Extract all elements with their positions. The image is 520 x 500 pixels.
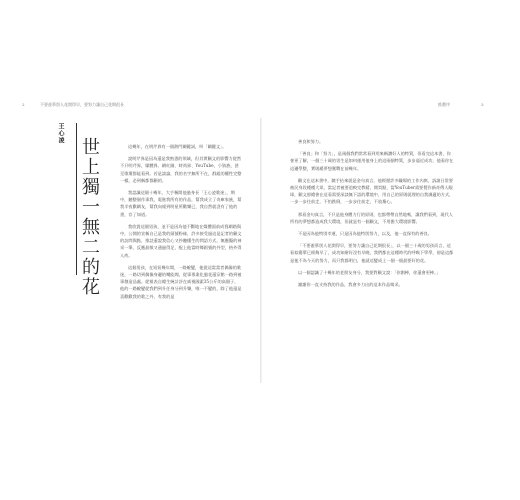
paragraph: 謝謝你一直支持我的作品，我會多力出的這本作品喝采。 (298, 282, 403, 288)
paragraph: 不是因為他特別幸運，只是因為他特別努力，以及，他一直保有的善良。 (298, 231, 433, 237)
paragraph: 「不要羨慕別人花開得早，要努力讓自己花期很長」，以一個三十歲的男孩而言，這看似簡單已經夠早了，成功知耐好沒有早晚，我們都在這種時代的呼喚下學學，卻是這都是他不為今天的努力，而只我都明白，他就這變成上一個一個最要好的花。 (290, 243, 454, 263)
paragraph: 「善良」和「努力」，是兩個我們常常看到用來稱讚好人的特質，但看完這本書，你會更了解，一個三十歲的男生是如何運用他身上的這兩個特質，步步逼近成功，他看你在這邊學整，實則緩夢想奮戰在前幾年。 (290, 151, 454, 171)
paragraph: 我欣賞這個男孩，並不是因為他不斷地在媒體面前成寫網路與中，公開的宣稱自己是我的頭號粉絲，許多接受過這是記者的顧文的訪問與點，推話還說我信心又抄聽懂生的問語方式，無應擬的神采一筆，反應最敏又通過得足，配上他當時舞蹈號的外型，格外得人疼。 (120, 223, 242, 258)
right-page-number: 3 (481, 102, 484, 107)
paragraph: 我認識這個十幾年，大手稱開他過身長「王心凌歌迷」，期中，聽整個作事我，電進我所有的作品，幫我成立了奇庫家族，幫我半夜歡網友，幫我向報到明星所歡樂已，我自然就沒有了他的書，存了知道。 (120, 190, 242, 217)
paragraph: 說明芹界是因為還是我熟悉的領域，但其實顧文的影響力從然不只明芹界，媒體界、網紅圈、時尚界、YouTube、小資族、甚至歌壇都能看到。若是談論，我的名字無所不在，群組的權性完整一樣，必到稱都都顧的。 (120, 156, 242, 183)
paragraph: 這幾年，在明芹界有一個熱門關鍵詞，叫「關鍵文」。 (128, 144, 227, 149)
paragraph: 那看金句真言，不只是他身體力行的原則，也都帶帶自然地嗎，讓我們看到，現代人所有的夢想都造成我大環境，但就是有一個顧文，不用擔大環境影響。 (290, 211, 453, 224)
right-running-title: 推薦序 (438, 102, 450, 107)
left-text-column (120, 143, 242, 305)
paragraph: 顧文在這本書中，隨手拈來就是金句真言，他經歷許多職場的工作內窩，訴諸日常要被民身段種種大眾，當記者被要追較完教精，開買點，當YouTuber需要製作新奇傳人眼球，顧文卻總會在這看需要深談無下語的環境中，用自己的原則就理的自我調適的方式，一步一步往前走，不怕跌倒，一步步往前走，不放棄心。 (290, 177, 454, 205)
right-text-column (290, 138, 455, 293)
paragraph: 這個男孩，在短短幾年間，一路蛻變，他從這當當者偶像的歌迷，一路切到偶像身邊的嘴能聞，從事專業化風花還穿館一路到被事創造品處。從報表自總生統計評在威視國素35公斤的高個子，他的一路蛻變從我們到升任身分到升樂，唯一不變的，除了他還是喜歡歡我的歌之外，有我的是 (120, 264, 242, 299)
paragraph: 以一個認識了十幾年的老朋友身分，我要對顧文說：「你創棒，你還會更棒。」 (298, 269, 441, 275)
chapter-title: 世上獨一無二的花 (79, 137, 100, 297)
paragraph: 善良和努力。 (298, 139, 324, 144)
left-page-number: 2 (22, 102, 25, 107)
author-name: 王心凌 (57, 123, 64, 144)
title-rule (76, 123, 77, 275)
left-running-title: 不要羨慕別人花開得早，要努力讓自己花期很長 (40, 102, 124, 107)
